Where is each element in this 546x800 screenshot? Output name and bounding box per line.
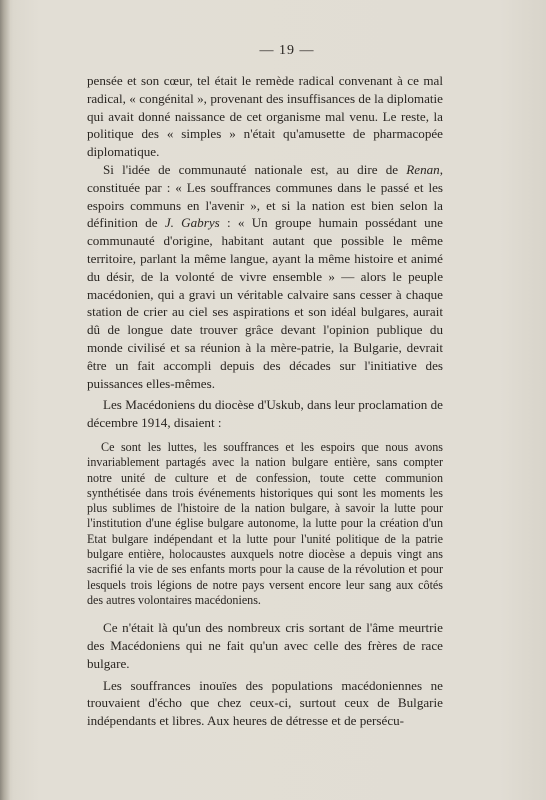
text-column	[87, 72, 443, 730]
page-number: — 19 —	[259, 43, 315, 58]
paragraph-renan-definition	[87, 161, 443, 392]
paragraph-uskub-intro: Les Macédoniens du diocèse d'Uskub, dans leur proclamation de décembre 1914, disaient :	[87, 397, 443, 431]
proclamation-quote: Ce sont les luttes, les souffrances et les espoirs que nous avons invariablement partagés avec la nation bulgare entière, sans compter notre unité de culture et de confession, toute cette communion synthétisée dans trois événements historiques qui sont les moments les plus sublimes de l'histoire de la nation bulgare, à savoir la lutte pour l'institution d'une église bulgare autonome, la lutte pour la création d'un Etat bulgare indépendant et la lutte pour l'unité politique de la patrie bulgare entière, holocaustes auxquels notre diocèse a depuis vingt ans sacrifié la vie de ses enfants morts pour la cause de la révolution et pour lesquels trois légions de notre pays versent encore leur sang aux côtés des autres volontaires macédoniens.	[87, 439, 443, 607]
author-name-gabrys: J. Gabrys	[164, 215, 220, 231]
paragraph-text: Si l'idée de communauté nationale est, au dire de	[103, 161, 407, 177]
page-binding-edge	[0, 0, 10, 800]
paragraph-text: : « Un groupe humain possédant une communauté d'origine, habitant autant que possible le même territoire, parlant la même langue, ayant la même histoire et animé du désir, de la volonté de vivre ensemble » — alors le peuple macédonien, qui a gravi un véritable calvaire sans cesser à chaque station de crier au ciel ses aspirations et son idéal bulgares, aurait dû de longue date trouver grâce devant l'opinion publique du monde civilisé et sa réunion à la mère-patrie, la Bulgarie, devrait être un fait accompli depuis des décades sur l'initiative des puissances elles-mêmes.	[87, 215, 443, 391]
paragraph-text: , constituée par : « Les souffrances communes dans le passé et les espoirs communs en l'avenir », et si la nation est bien selon la définition de	[87, 161, 443, 231]
paragraph-cries: Ce n'était là qu'un des nombreux cris sortant de l'âme meurtrie des Macédoniens qui ne fait qu'un avec celle des frères de race bulgare.	[87, 620, 443, 671]
author-name-renan: Renan	[406, 161, 440, 177]
paragraph-continued: pensée et son cœur, tel était le remède radical convenant à ce mal radical, « congénital », provenant des insuffisances de la diplomatie qui avait donné naissance de cet organisme mal venu. Le reste, la politique des « simples » n'était qu'amusette de pharmacopée diplomatique.	[87, 73, 443, 160]
paragraph-sufferings: Les souffrances inouïes des populations macédoniennes ne trouvaient d'écho que chez ceux-ci, surtout ceux de Bulgarie indépendants et libres. Aux heures de détresse et de persécu-	[87, 677, 443, 729]
